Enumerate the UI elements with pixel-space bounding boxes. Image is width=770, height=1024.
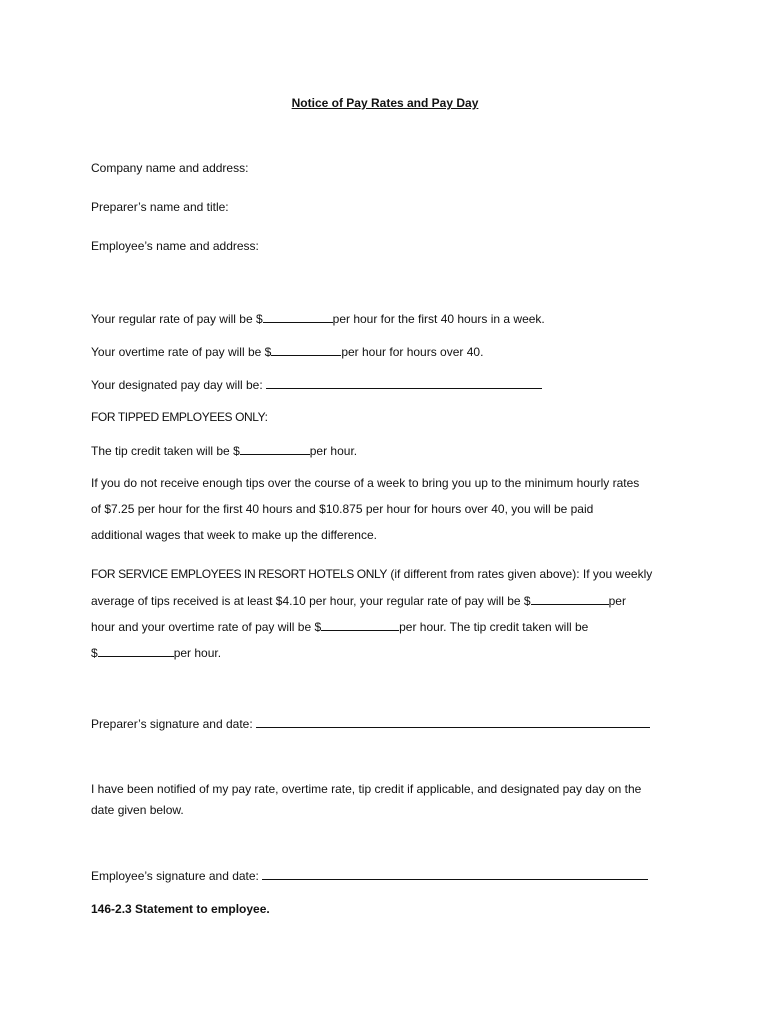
regular-rate-suffix: per hour for the first 40 hours in a week. [332, 312, 545, 326]
statute-footer: 146-2.3 Statement to employee. [91, 902, 270, 916]
preparer-signature-line [91, 716, 650, 731]
preparer-signature-text: Preparer’s signature and date: [91, 717, 256, 731]
overtime-rate-text: Your overtime rate of pay will be $ [91, 345, 272, 359]
regular-rate-blank[interactable] [263, 311, 333, 323]
tipped-paragraph-line-1: If you do not receive enough tips over the course of a week to bring you up to the minimum hourly rates [91, 476, 640, 490]
resort-line-2-text: average of tips received is at least $4.10 per hour, your regular rate of pay will be $ [91, 594, 531, 608]
resort-line-1-text: (if different from rates given above): If you weekly [387, 567, 653, 581]
overtime-rate-blank[interactable] [271, 344, 341, 356]
tipped-paragraph-line-3: additional wages that week to make up the difference. [91, 528, 377, 542]
tip-credit-blank[interactable] [240, 443, 310, 455]
resort-line-3-text: hour and your overtime rate of pay will be $ [91, 620, 322, 634]
employee-signature-line [91, 868, 648, 883]
tipped-paragraph-line-2: of $7.25 per hour for the first 40 hours and $10.875 per hour for hours over 40, you will be paid [91, 502, 594, 516]
resort-line-2 [91, 593, 626, 608]
regular-rate-line [91, 311, 545, 326]
regular-rate-text: Your regular rate of pay will be $ [91, 312, 263, 326]
resort-line-2-suffix: per [608, 594, 626, 608]
resort-line-4 [91, 645, 221, 660]
employee-field-label: Employee’s name and address: [91, 239, 259, 253]
notice-line-2: date given below. [91, 803, 184, 817]
resort-line-3 [91, 619, 588, 634]
resort-line-3-suffix: per hour. The tip credit taken will be [399, 620, 589, 634]
payday-blank[interactable] [266, 377, 542, 389]
resort-line-4-text: $ [91, 646, 98, 660]
resort-line-4-suffix: per hour. [173, 646, 222, 660]
tip-credit-line [91, 443, 357, 458]
overtime-rate-suffix: per hour for hours over 40. [341, 345, 484, 359]
employee-signature-blank[interactable] [262, 868, 648, 880]
resort-regular-rate-blank[interactable] [531, 593, 609, 605]
employee-signature-text: Employee’s signature and date: [91, 869, 263, 883]
payday-text: Your designated pay day will be: [91, 378, 267, 392]
page-title: Notice of Pay Rates and Pay Day [291, 96, 479, 110]
preparer-signature-blank[interactable] [256, 716, 650, 728]
overtime-rate-line [91, 344, 483, 359]
resort-line-1 [91, 567, 652, 581]
notice-line-1: I have been notified of my pay rate, overtime rate, tip credit if applicable, and designated pay day on the [91, 782, 642, 796]
tip-credit-suffix: per hour. [309, 444, 358, 458]
resort-overtime-rate-blank[interactable] [321, 619, 399, 631]
resort-heading: FOR SERVICE EMPLOYEES IN RESORT HOTELS ONLY [91, 567, 387, 581]
preparer-field-label: Preparer’s name and title: [91, 200, 229, 214]
tipped-heading: FOR TIPPED EMPLOYEES ONLY: [91, 410, 268, 424]
tip-credit-text: The tip credit taken will be $ [91, 444, 240, 458]
payday-line [91, 377, 542, 392]
resort-tip-credit-blank[interactable] [98, 645, 174, 657]
company-field-label: Company name and address: [91, 161, 249, 175]
